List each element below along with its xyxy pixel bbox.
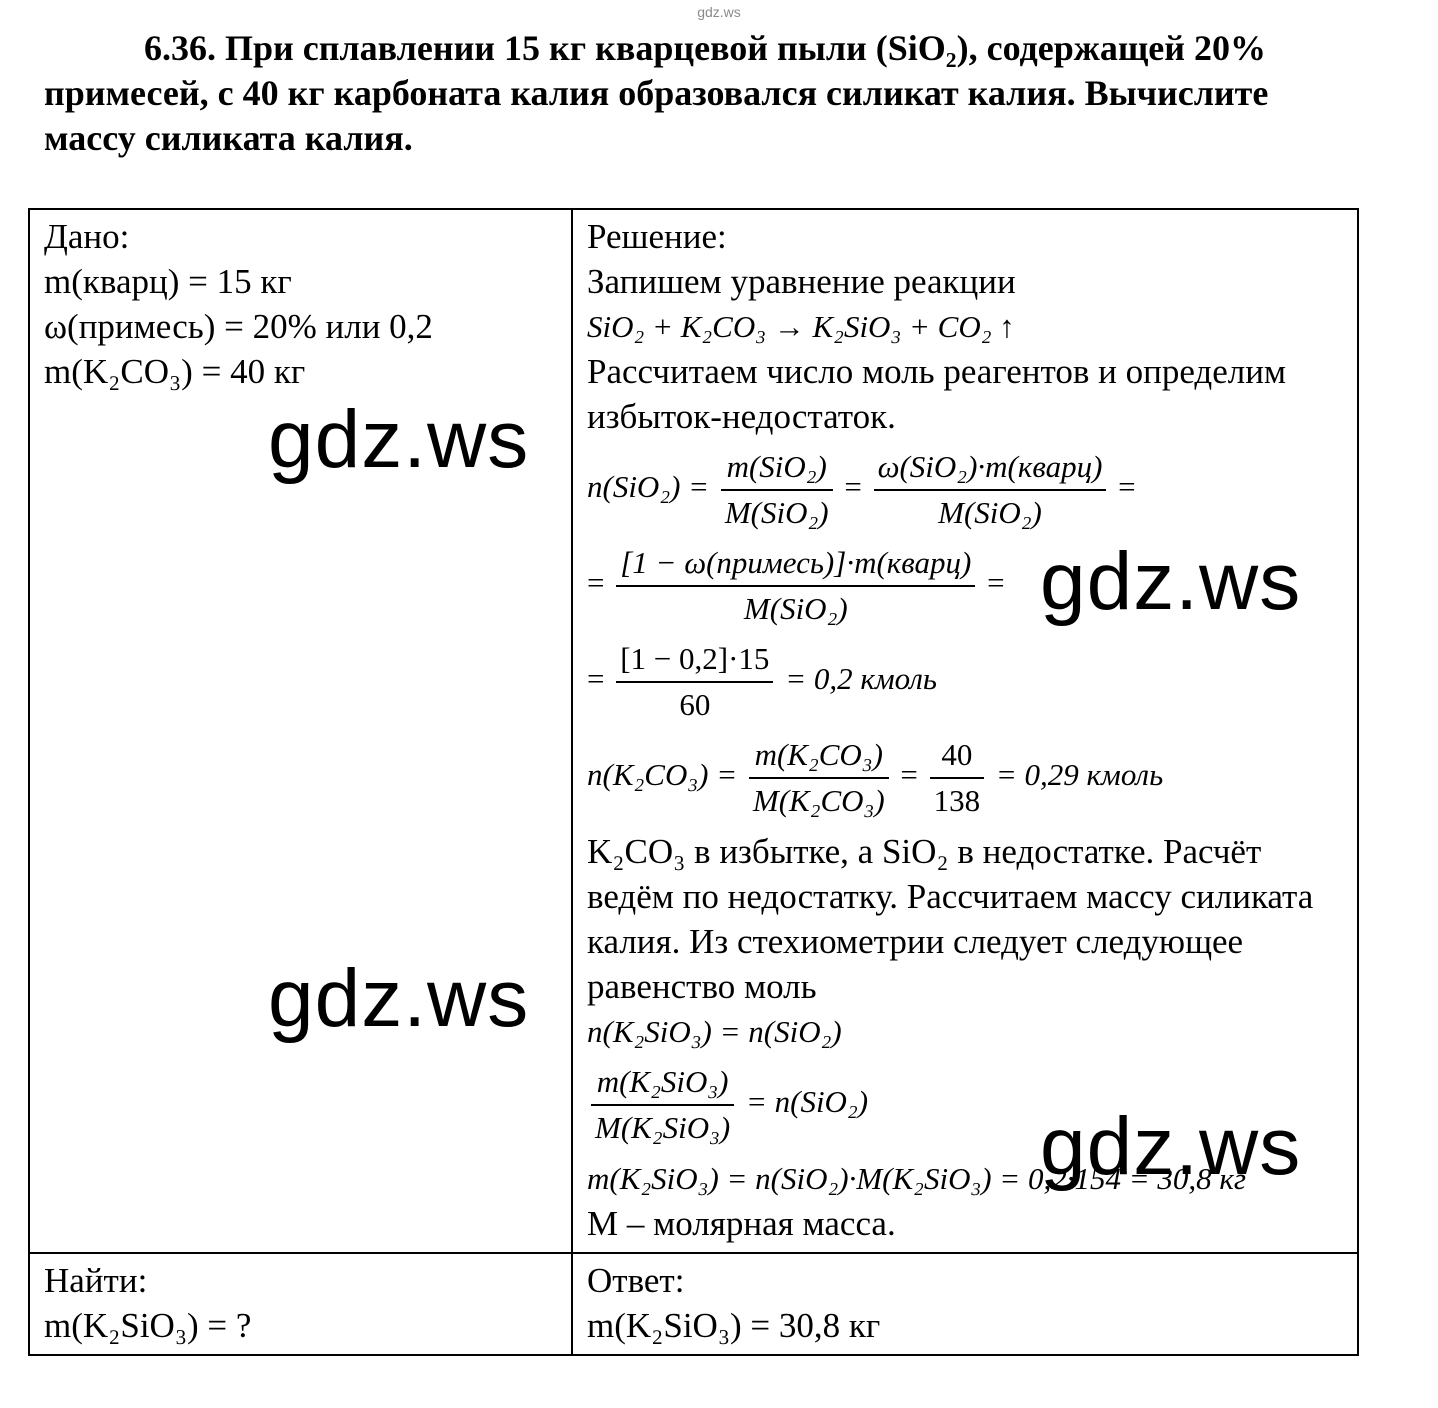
molar-mass-note: M – молярная масса. <box>587 1204 896 1243</box>
fraction-denominator: M(SiO₂) <box>724 495 829 530</box>
eq4-result: = 0,29 кмоль <box>995 757 1164 793</box>
given-title: Дано: <box>44 217 130 256</box>
fraction <box>930 733 985 823</box>
eq1-lhs: n(SiO₂) = <box>587 469 710 505</box>
fraction-numerator: m(SiO₂) <box>721 445 833 491</box>
solution-intro: Запишем уравнение реакции <box>587 262 1016 301</box>
excess-text: K₂CO₃ в избытке, а SiO₂ в недостатке. Расчёт ведём по недостатку. Рассчитаем массу силиката калия. Из стехиометрии следует следующее равенство моль <box>587 832 1314 1006</box>
eq6-rhs: = n(SiO₂) <box>745 1084 869 1120</box>
fraction-denominator: M(K₂SiO₃) <box>595 1110 731 1145</box>
given-line: m(K₂CO₃) = 40 кг <box>44 352 306 391</box>
watermark: gdz.ws <box>1040 1101 1302 1192</box>
fraction <box>591 1060 734 1150</box>
solution-cell <box>572 209 1358 1253</box>
equation-n-k2co3: n(K₂CO₃) = $\frac{\text{m(K₂CO₃)}}{\text{M(K₂CO₃)}}$ = $\frac{40}{138}$ = 0,29 кмоль <box>587 733 1343 823</box>
fraction-denominator: 60 <box>679 687 711 722</box>
find-title: Найти: <box>44 1261 148 1300</box>
equation-final-mass: m(K₂SiO₃) = n(SiO₂)·M(K₂SiO₃) = 0,2·154 = 30,8 кг <box>587 1161 1246 1196</box>
find-cell <box>29 1253 572 1355</box>
given-line: m(кварц) = 15 кг <box>44 262 292 301</box>
site-label[interactable]: gdz.ws <box>697 4 741 20</box>
reaction-equation: SiO₂ + K₂CO₃ → K₂SiO₃ + CO₂ ↑ <box>587 309 1015 344</box>
fraction-numerator: [1 − ω(примесь)]·m(кварц) <box>616 541 975 587</box>
fraction-numerator: ω(SiO₂)·m(кварц) <box>874 445 1107 491</box>
equation-mole-equality: n(K₂SiO₃) = n(SiO₂) <box>587 1014 842 1049</box>
fraction <box>616 637 773 727</box>
eq4-lhs: n(K₂CO₃) = <box>587 757 738 793</box>
equation-numeric-sio2: = $\frac{[1 - 0,2]\cdot 15}{60}$ = 0,2 кмоль <box>587 637 1343 727</box>
fraction-denominator: M(SiO₂) <box>743 591 848 626</box>
fraction <box>749 733 889 823</box>
fraction-numerator: m(K₂CO₃) <box>749 733 889 779</box>
problem-number: 6.36. <box>144 28 216 68</box>
given-cell <box>29 209 572 1253</box>
answer-line: m(K₂SiO₃) = 30,8 кг <box>587 1306 881 1345</box>
solution-title: Решение: <box>587 217 727 256</box>
fraction <box>721 445 833 535</box>
find-line: m(K₂SiO₃) = ? <box>44 1306 252 1345</box>
watermark: gdz.ws <box>268 394 530 485</box>
equation-impurity: = $\frac{\text{[1 − ω(примесь)]·m(кварц)}}{\text{M(SiO₂)}}$ = <box>587 541 1343 631</box>
fraction-numerator: 40 <box>930 733 985 779</box>
fraction-denominator: M(K₂CO₃) <box>752 783 885 818</box>
given-line: ω(примесь) = 20% или 0,2 <box>44 307 433 346</box>
problem-statement <box>44 26 1334 161</box>
answer-title: Ответ: <box>587 1261 685 1300</box>
watermark: gdz.ws <box>268 953 530 1044</box>
fraction-numerator: m(K₂SiO₃) <box>591 1060 734 1106</box>
fraction-denominator: 138 <box>933 783 981 818</box>
fraction <box>874 445 1107 535</box>
fraction-numerator: [1 − 0,2]·15 <box>616 637 773 683</box>
answer-cell <box>572 1253 1358 1355</box>
problem-text: При сплавлении 15 кг кварцевой пыли (SiO₂), содержащей 20% примесей, с 40 кг карбоната калия образовался силикат калия. Вычислите массу силиката калия. <box>44 28 1269 158</box>
moles-text: Рассчитаем число моль реагентов и определим избыток-недостаток. <box>587 352 1287 436</box>
fraction-denominator: M(SiO₂) <box>938 495 1042 530</box>
eq3-result: = 0,2 кмоль <box>785 661 937 697</box>
fraction <box>616 541 975 631</box>
watermark: gdz.ws <box>1040 536 1302 627</box>
equation-n-sio2: n(SiO₂) = $\frac{\text{m(SiO₂)}}{\text{M(SiO₂)}}$ = $\frac{\text{ω(SiO₂)·m(кварц)}}{\text{M(SiO₂)}}$ = <box>587 445 1343 535</box>
